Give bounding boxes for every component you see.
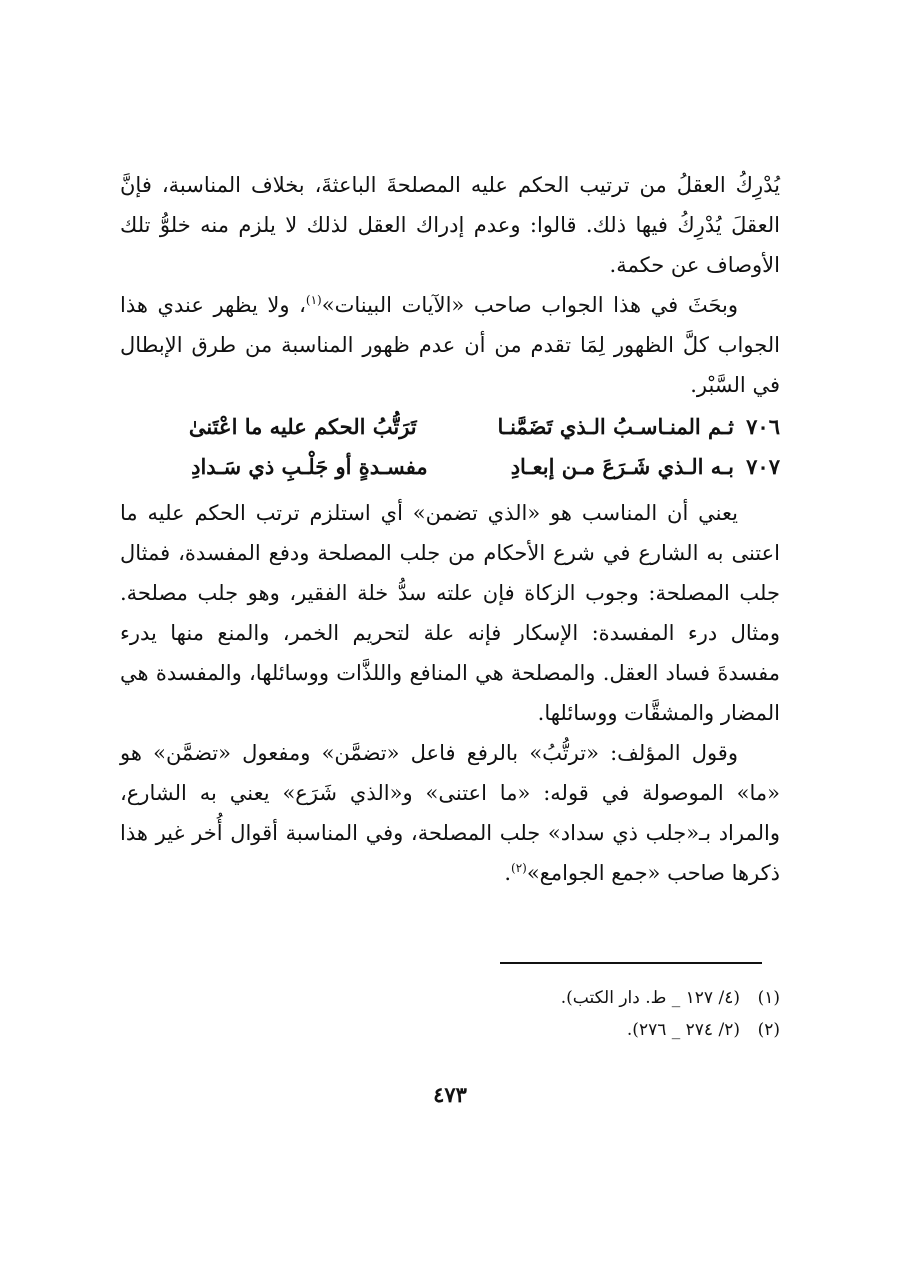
verse-block bbox=[120, 407, 780, 487]
verse-hemistich-first: ثـم المنـاسـبُ الـذي تَضَمَّنـا bbox=[497, 414, 734, 439]
paragraph-4-end: . bbox=[504, 861, 511, 885]
footnote-ref-2[interactable]: (٢) bbox=[511, 861, 527, 875]
footnote-ref-1[interactable]: (١) bbox=[305, 293, 322, 307]
footnote-mark: (١) bbox=[757, 988, 780, 1008]
footnote-mark: (٢) bbox=[757, 1020, 780, 1040]
footnote-text: (٢/ ٢٧٤ _ ٢٧٦). bbox=[626, 1020, 740, 1040]
verse-hemistich-first: بـه الـذي شَـرَعَ مـن إبعـادِ bbox=[510, 454, 734, 479]
footnote-1 bbox=[120, 982, 780, 1014]
footnote-text: (٤/ ١٢٧ _ ط. دار الكتب). bbox=[560, 988, 740, 1008]
verse-number: ٧٠٦ bbox=[746, 414, 780, 439]
paragraph-2-text: وبحَثَ في هذا الجواب صاحب «الآيات البينات» bbox=[321, 293, 738, 317]
verse-hemistich-second: تَرَتُّبُ الحكم عليه ما اعْتَنىٰ bbox=[188, 414, 417, 439]
paragraph-4 bbox=[120, 733, 780, 893]
main-text bbox=[120, 165, 780, 893]
page-number: ٤٧٣ bbox=[433, 1082, 467, 1107]
verse-707 bbox=[120, 447, 780, 487]
paragraph-2 bbox=[120, 285, 780, 405]
verse-number: ٧٠٧ bbox=[746, 454, 780, 479]
paragraph-4-text: وقول المؤلف: «ترتُّبُ» بالرفع فاعل «تضمَّن» ومفعول «تضمَّن» هو «ما» الموصولة في قوله: «ما اعتنى» و«الذي شَرَع» يعني به الشارع، والمراد بـ«جلب ذي سداد» جلب المصلحة، وفي المناسبة أقوال أُخر غير هذا ذكرها صاحب «جمع الجوامع» bbox=[120, 741, 780, 885]
verse-706 bbox=[120, 407, 780, 447]
verse-hemistich-second: مفسـدةٍ أو جَلْـبِ ذي سَـدادِ bbox=[191, 454, 428, 479]
footnote-separator bbox=[500, 962, 762, 964]
paragraph-3: يعني أن المناسب هو «الذي تضمن» أي استلزم ترتب الحكم عليه ما اعتنى به الشارع في شرع الأحكام من جلب المصلحة ودفع المفسدة، فمثال جلب المصلحة: وجوب الزكاة فإن علته سدُّ خلة الفقير، وهو جلب مصلحة. ومثال درء المفسدة: الإسكار فإنه علة لتحريم الخمر، والمنع منها يدرء مفسدةَ فساد العقل. والمصلحة هي المنافع واللذَّات ووسائلها، والمفسدة هي المضار والمشقَّات ووسائلها. bbox=[120, 501, 780, 725]
footnote-2 bbox=[120, 1014, 780, 1046]
paragraph-2-rest: ، ولا يظهر عندي هذا الجواب كلَّ الظهور لِمَا تقدم من أن عدم ظهور المناسبة من طرق الإبطال في السَّبْر. bbox=[120, 293, 780, 397]
paragraph-1: يُدْرِكُ العقلُ من ترتيب الحكم عليه المصلحةَ الباعثةَ، بخلاف المناسبة، فإنَّ العقلَ يُدْرِكُ فيها ذلك. قالوا: وعدم إدراك العقل لذلك لا يلزم منه خلوُّ تلك الأوصاف عن حكمة. bbox=[120, 173, 780, 277]
footnotes bbox=[120, 982, 780, 1046]
